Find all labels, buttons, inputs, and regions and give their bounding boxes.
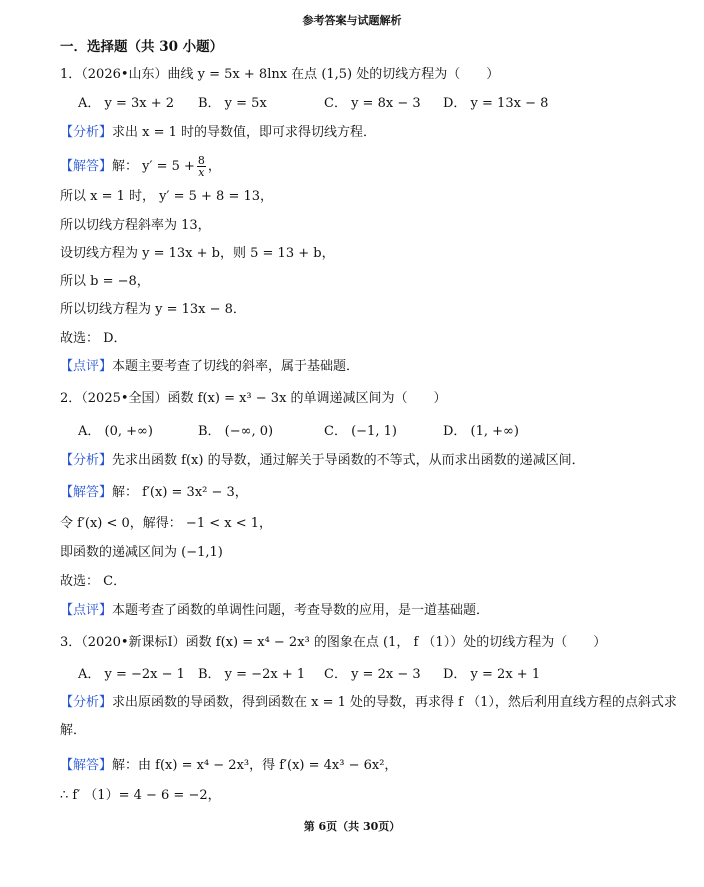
q1-solution-suffix: ， bbox=[207, 159, 221, 174]
q1-option-d: D． y = 13x − 8 bbox=[443, 96, 549, 111]
q3-option-d: D． y = 2x + 1 bbox=[443, 667, 541, 682]
q1-stem: 1．（2026•山东）曲线 y = 5x + 8lnx 在点 (1,5) 处的切线方程为（ ） bbox=[60, 67, 500, 82]
q3-option-a: A． y = −2x − 1 bbox=[78, 667, 185, 682]
page-footer: 第 6页（共 30页） bbox=[303, 820, 401, 833]
solution-tag: 【解答】 bbox=[60, 758, 113, 773]
q2-option-c: C． (−1, 1) bbox=[324, 424, 397, 439]
analysis-tag: 【分析】 bbox=[60, 695, 113, 710]
q1-line-1: 所以 x = 1 时， y′ = 5 + 8 = 13， bbox=[60, 189, 274, 204]
solution-tag: 【解答】 bbox=[60, 485, 113, 500]
q1-comment bbox=[60, 358, 359, 376]
analysis-tag: 【分析】 bbox=[60, 125, 113, 140]
analysis-tag: 【分析】 bbox=[60, 453, 113, 468]
q1-solution bbox=[60, 152, 221, 182]
q1-option-c: C． y = 8x − 3 bbox=[324, 96, 421, 111]
q3-line-1: ∴ f′ （1）= 4 − 6 = −2， bbox=[60, 788, 221, 803]
q1-option-b: B． y = 5x bbox=[198, 96, 267, 111]
q2-comment-text: 本题考查了函数的单调性问题，考查导数的应用，是一道基础题． bbox=[112, 603, 490, 618]
q3-solution bbox=[60, 757, 397, 775]
q1-analysis-text: 求出 x = 1 时的导数值，即可求得切线方程． bbox=[112, 125, 377, 140]
q3-solution-text: 解：由 f(x) = x⁴ − 2x³，得 f′(x) = 4x³ − 6x²， bbox=[112, 758, 398, 773]
q3-analysis-text: 求出原函数的导函数，得到函数在 x = 1 处的导数，再求得 f （1），然后利用直线方程的点斜式求 bbox=[112, 695, 677, 710]
q3-option-c: C． y = 2x − 3 bbox=[324, 667, 421, 682]
page-header: 参考答案与试题解析 bbox=[302, 14, 402, 27]
comment-tag: 【点评】 bbox=[60, 359, 113, 374]
q2-stem: 2．（2025•全国）函数 f(x) = x³ − 3x 的单调递减区间为（ ） bbox=[60, 391, 447, 406]
q1-option-a: A． y = 3x + 2 bbox=[78, 96, 175, 111]
q1-analysis bbox=[60, 124, 376, 142]
fraction bbox=[197, 155, 206, 178]
q2-solution-text: 解： f′(x) = 3x² − 3， bbox=[112, 485, 248, 500]
fraction-numerator: 8 bbox=[197, 154, 205, 167]
section-title: 一．选择题（共 30 小题） bbox=[60, 39, 224, 55]
q2-option-d: D． (1, +∞) bbox=[443, 424, 519, 439]
comment-tag: 【点评】 bbox=[60, 603, 113, 618]
q1-line-5: 所以切线方程为 y = 13x − 8． bbox=[60, 302, 246, 317]
q2-comment bbox=[60, 602, 489, 620]
q3-stem: 3．（2020•新课标Ⅰ）函数 f(x) = x⁴ − 2x³ 的图象在点 (1， f （1））处的切线方程为（ ） bbox=[60, 635, 607, 650]
q1-answer: 故选： D． bbox=[60, 331, 127, 346]
q2-answer: 故选： C． bbox=[60, 574, 127, 589]
solution-tag: 【解答】 bbox=[60, 159, 113, 174]
q2-analysis-text: 先求出函数 f(x) 的导数，通过解关于导函数的不等式，从而求出函数的递减区间． bbox=[112, 453, 585, 468]
q3-analysis-continued: 解． bbox=[60, 723, 87, 738]
q1-solution-text: 解： y′ = 5 + bbox=[112, 159, 195, 174]
q2-analysis bbox=[60, 452, 585, 470]
q2-solution bbox=[60, 484, 248, 502]
q1-line-2: 所以切线方程斜率为 13， bbox=[60, 218, 211, 233]
q3-analysis bbox=[60, 694, 677, 712]
q2-line-1: 令 f′(x) < 0，解得： −1 < x < 1， bbox=[60, 516, 273, 531]
q2-line-2: 即函数的递减区间为 (−1,1) bbox=[60, 545, 223, 560]
q3-option-b: B． y = −2x + 1 bbox=[198, 667, 306, 682]
q1-comment-text: 本题主要考查了切线的斜率，属于基础题． bbox=[112, 359, 360, 374]
fraction-denominator: x bbox=[198, 166, 205, 179]
q2-option-a: A． (0, +∞) bbox=[78, 424, 153, 439]
q1-line-4: 所以 b = −8， bbox=[60, 274, 150, 289]
q1-line-3: 设切线方程为 y = 13x + b，则 5 = 13 + b， bbox=[60, 246, 335, 261]
q2-option-b: B． (−∞, 0) bbox=[198, 424, 274, 439]
